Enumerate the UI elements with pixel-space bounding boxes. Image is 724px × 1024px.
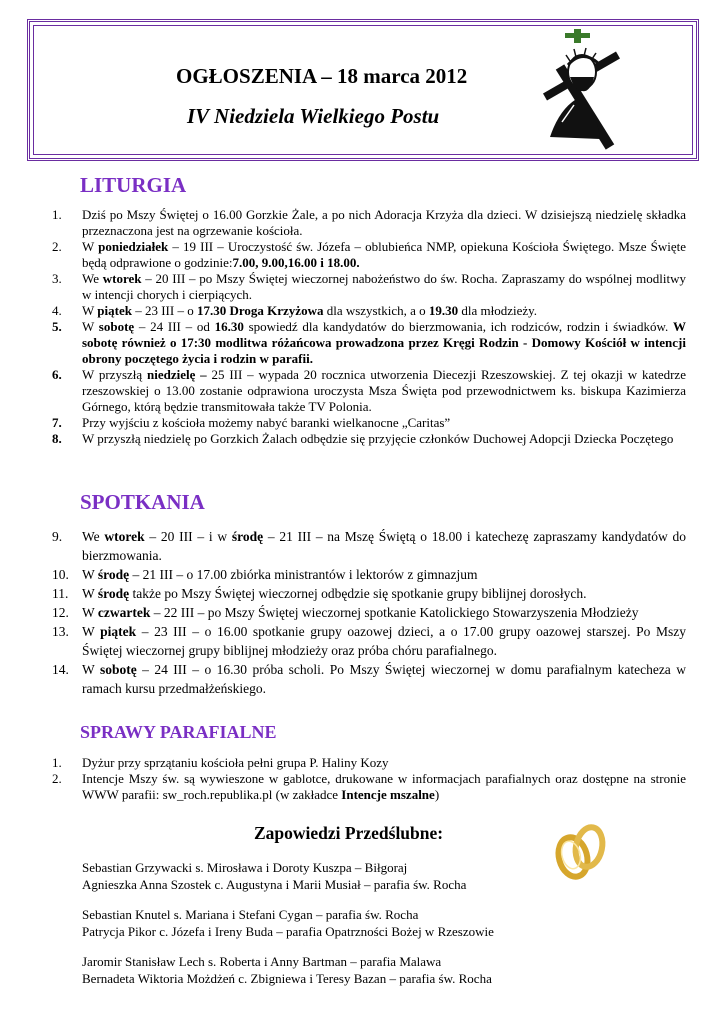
text-segment: W [82, 239, 99, 254]
text-segment: W [82, 567, 98, 582]
item-text [82, 415, 686, 431]
bold-segment: 17.30 Droga Krzyżowa [196, 303, 324, 318]
text-segment: W przyszłą niedzielę po Gorzkich Żalach odbędzie się przyjęcie członków Duchowej Adopcji Dziecka Poczętego [82, 431, 674, 446]
item-number: 4. [52, 303, 62, 318]
list-item [52, 271, 686, 303]
bold-segment: sobotę [98, 319, 135, 334]
text-segment: W [82, 662, 100, 677]
bold-segment: czwartek [97, 605, 151, 620]
groom-line: Jaromir Stanisław Lech s. Roberta i Anny Bartman – parafia Malawa [82, 954, 442, 969]
bold-segment: środę [97, 586, 130, 601]
item-text [82, 660, 686, 698]
zapowiedzi-heading: Zapowiedzi Przedślubne: [254, 823, 444, 843]
item-text [82, 755, 686, 771]
text-segment: Przy wyjściu z kościoła możemy nabyć baranki wielkanocne „Caritas” [82, 415, 451, 430]
item-number: 13. [52, 624, 69, 639]
item-number: 3. [52, 271, 62, 286]
list-item [52, 565, 686, 584]
list-item [52, 527, 686, 565]
text-segment: 25 III – wypada 20 rocznica utworzenia Diecezji Rzeszowskiej. Z tej okazji w katedrze rzeszowskiej o 13.00 zostanie odprawiona uroczysta Msza Święta pod przewodnictwem ks. biskupa Kazimierza Górnego, którą będzie transmitowała także TV Polonia. [82, 367, 686, 414]
bold-segment: niedzielę – [146, 367, 207, 382]
page-title: OGŁOSZENIA – 18 marca 2012 [176, 64, 468, 88]
bold-segment: W sobotę również o 17:30 modlitwa różańcowa prowadzona przez Kręgi Rodzin - Domowy Kościół w intencji obrony poczętego życia i rodzin w parafii. [82, 319, 686, 366]
bold-segment: 16.30 [214, 319, 244, 334]
couple-entry [82, 953, 492, 987]
section-heading-spotkania: SPOTKANIA [80, 490, 205, 514]
text-segment: – 22 III – po Mszy Świętej wieczornej spotkanie Katolickiego Stowarzyszenia Młodzieży [150, 605, 639, 620]
text-segment: Dziś po Mszy Świętej o 16.00 Gorzkie Żale, a po nich Adoracja Krzyża dla dzieci. W dzisiejszą niedzielę składka przeznaczona jest na ogrzewanie kościoła. [82, 207, 686, 238]
item-text [82, 303, 686, 319]
text-segment: Dyżur przy sprzątaniu kościoła pełni grupa P. Haliny Kozy [82, 755, 389, 770]
text-segment: We [82, 271, 103, 286]
item-text [82, 431, 686, 447]
item-number: 12. [52, 605, 69, 620]
list-item [52, 771, 686, 803]
page-subtitle: IV Niedziela Wielkiego Postu [187, 104, 440, 128]
text-segment: W [82, 303, 98, 318]
list-item [52, 622, 686, 660]
text-segment: dla młodzieży. [458, 303, 538, 318]
text-segment: – 23 III – o [131, 303, 197, 318]
item-text [82, 527, 686, 565]
item-number: 8. [52, 431, 62, 446]
jesus-carrying-cross-icon [540, 27, 622, 152]
bold-segment: sobotę [99, 662, 137, 677]
item-text [82, 603, 686, 622]
bold-segment: wtorek [104, 529, 145, 544]
item-number: 9. [52, 529, 63, 544]
list-item [52, 431, 686, 447]
item-number: 1. [52, 207, 62, 222]
text-segment: – 20 III – po Mszy Świętej wieczornej nabożeństwo do św. Rocha. Zapraszamy do wspólnej modlitwy w intencji chorych i cierpiących. [82, 271, 687, 302]
text-segment: ) [434, 787, 440, 802]
text-segment: W [82, 319, 99, 334]
item-text [82, 622, 686, 660]
list-item [52, 303, 686, 319]
list-item [52, 207, 686, 239]
item-number: 2. [52, 771, 62, 786]
item-text [82, 239, 686, 271]
text-segment: Intencje Mszy św. są wywieszone w gablotce, drukowane w informacjach parafialnych oraz dostępne na stronie WWW parafii: sw_roch.republika.pl (w zakładce [82, 771, 686, 802]
list-item [52, 319, 686, 367]
spotkania-list [52, 527, 686, 698]
item-text [82, 319, 686, 367]
text-segment: – 20 III – i w [144, 529, 232, 544]
text-segment: W [82, 605, 98, 620]
wedding-rings-icon [553, 815, 609, 887]
item-text [82, 565, 686, 584]
item-number: 14. [52, 662, 69, 677]
liturgia-list [52, 207, 686, 447]
text-segment: dla wszystkich, a o [323, 303, 429, 318]
bold-segment: środę [231, 529, 264, 544]
text-segment: – 21 III – o 17.00 zbiórka ministrantów i lektorów z gimnazjum [129, 567, 478, 582]
list-item [52, 660, 686, 698]
text-segment: – 23 III – o 16.00 spotkanie grupy oazowej dzieci, a o 17.00 grupy oazowej starszej. Po Mszy Świętej wieczornej grupy biblijnej młodzieży oraz próba chóru parafialnego. [82, 624, 686, 658]
item-number: 2. [52, 239, 62, 254]
couple-entry [82, 859, 466, 893]
bold-segment: 19.30 [428, 303, 459, 318]
item-number: 10. [52, 567, 69, 582]
text-segment: W przyszłą [82, 367, 147, 382]
bold-segment: piątek [97, 303, 132, 318]
item-number: 6. [52, 367, 62, 382]
bride-line: Agnieszka Anna Szostek c. Augustyna i Marii Musiał – parafia św. Rocha [82, 877, 467, 892]
text-segment: W [82, 624, 101, 639]
couple-entry [82, 906, 494, 940]
text-segment: także po Mszy Świętej wieczornej odbędzie się spotkanie grupy biblijnej dorosłych. [129, 586, 587, 601]
list-item [52, 584, 686, 603]
bold-segment: wtorek [102, 271, 142, 286]
section-heading-sprawy: SPRAWY PARAFIALNE [80, 722, 277, 742]
bold-segment: Intencje mszalne [341, 787, 435, 802]
groom-line: Sebastian Grzywacki s. Mirosława i Doroty Kuszpa – Biłgoraj [82, 860, 408, 875]
list-item [52, 755, 686, 771]
item-text [82, 271, 686, 303]
text-segment: W [82, 586, 98, 601]
item-text [82, 771, 686, 803]
sprawy-list [52, 755, 686, 803]
list-item [52, 367, 686, 415]
bold-segment: środę [97, 567, 130, 582]
item-text [82, 207, 686, 239]
item-number: 11. [52, 586, 69, 601]
bold-segment: 7.00, 9.00,16.00 i 18.00. [232, 255, 360, 270]
list-item [52, 415, 686, 431]
bride-line: Bernadeta Wiktoria Możdżeń c. Zbigniewa i Teresy Bazan – parafia św. Rocha [82, 971, 492, 986]
item-number: 1. [52, 755, 62, 770]
bride-line: Patrycja Pikor c. Józefa i Ireny Buda – parafia Opatrzności Bożej w Rzeszowie [82, 924, 494, 939]
text-segment: – 19 III – Uroczystość św. Józefa – oblubieńca NMP, opiekuna Kościoła Świętego. Msze Święte będą odprawione o godzinie: [82, 239, 686, 270]
item-number: 7. [52, 415, 62, 430]
text-segment: – 24 III – od [134, 319, 215, 334]
text-segment: spowiedź dla kandydatów do bierzmowania, ich rodziców, rodzin i świadków. [243, 319, 673, 334]
text-segment: – 21 III – na Mszę Świętą o 18.00 i katechezę zapraszamy kandydatów do bierzmowania. [82, 529, 686, 563]
list-item [52, 603, 686, 622]
item-text [82, 367, 686, 415]
text-segment: We [82, 529, 105, 544]
groom-line: Sebastian Knutel s. Mariana i Stefani Cygan – parafia św. Rocha [82, 907, 419, 922]
item-number: 5. [52, 319, 62, 334]
list-item [52, 239, 686, 271]
bold-segment: piątek [100, 624, 137, 639]
section-heading-liturgia: LITURGIA [80, 173, 187, 197]
bold-segment: poniedziałek [98, 239, 169, 254]
text-segment: – 24 III – o 16.30 próba scholi. Po Mszy Świętej wieczornej w domu parafialnym katecheza w ramach kursu przedmałżeńskiego. [82, 662, 686, 696]
item-text [82, 584, 686, 603]
